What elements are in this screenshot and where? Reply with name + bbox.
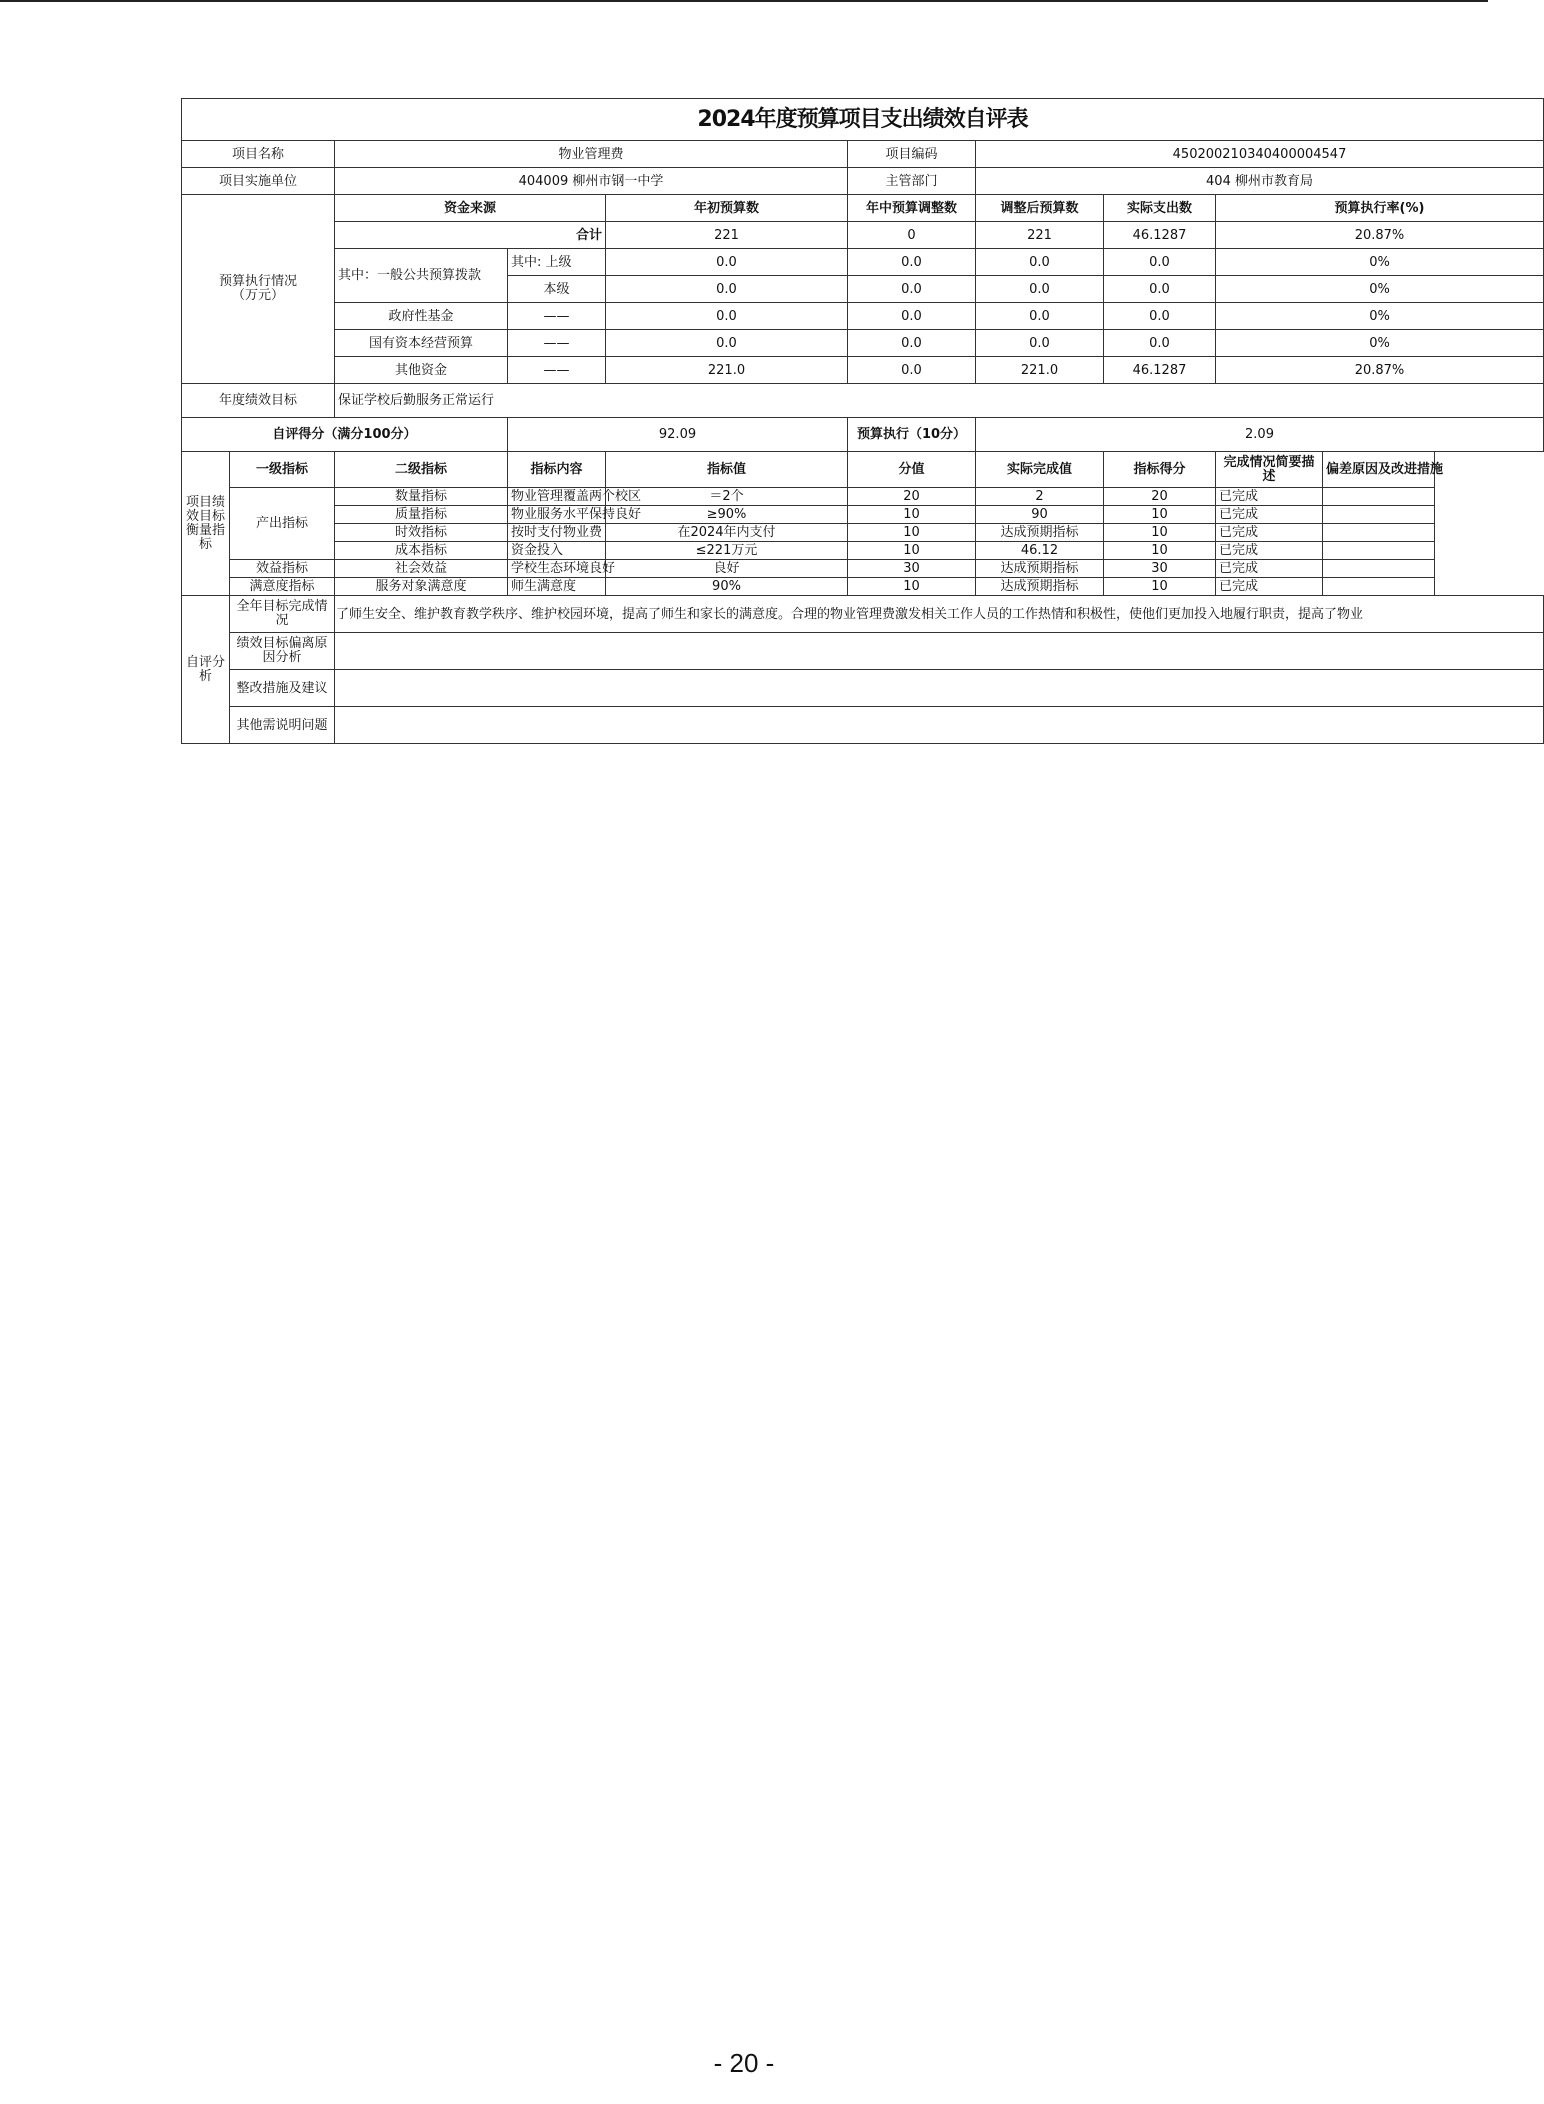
budget-section-label: 预算执行情况 （万元） <box>182 195 335 384</box>
indicators-section-label: 项目绩效目标衡量指标 <box>182 452 230 596</box>
budget-cell: 0.0 <box>848 249 976 276</box>
budget-cell: 0% <box>1216 276 1544 303</box>
indicator-cell <box>1323 560 1435 578</box>
budget-cell: 0.0 <box>606 276 848 303</box>
indicator-cell: 学校生态环境良好 <box>508 560 606 578</box>
project-code-label: 项目编码 <box>848 141 976 168</box>
indicator-cell: 达成预期指标 <box>976 524 1104 542</box>
indicator-cell: ≥90% <box>606 506 848 524</box>
indicator-header: 完成情况简要描述 <box>1216 452 1323 488</box>
budget-header: 年初预算数 <box>606 195 848 222</box>
self-eval-section-label: 自评分析 <box>182 596 230 744</box>
indicator-header: 实际完成值 <box>976 452 1104 488</box>
indicator-cell <box>1323 578 1435 596</box>
indicator-cell: 良好 <box>606 560 848 578</box>
output-indicator-label: 产出指标 <box>230 488 335 560</box>
gov-fund-label: 政府性基金 <box>335 303 508 330</box>
budget-header: 实际支出数 <box>1104 195 1216 222</box>
budget-cell: 0.0 <box>1104 303 1216 330</box>
indicator-cell <box>1323 506 1435 524</box>
indicator-cell: 按时支付物业费 <box>508 524 606 542</box>
budget-cell: 221 <box>976 222 1104 249</box>
budget-cell: 20.87% <box>1216 222 1544 249</box>
project-name: 物业管理费 <box>335 141 848 168</box>
budget-cell: 20.87% <box>1216 357 1544 384</box>
indicator-cell: 10 <box>1104 578 1216 596</box>
indicator-cell: 30 <box>1104 560 1216 578</box>
budget-cell: 0.0 <box>976 249 1104 276</box>
budget-cell: 221.0 <box>606 357 848 384</box>
local-label: 本级 <box>508 276 606 303</box>
budget-cell: 0.0 <box>606 303 848 330</box>
budget-exec-label: 预算执行（10分） <box>848 418 976 452</box>
dash-cell: —— <box>508 330 606 357</box>
indicator-cell: 10 <box>848 542 976 560</box>
annual-goal-value: 保证学校后勤服务正常运行 <box>335 384 1544 418</box>
budget-cell: 0.0 <box>606 249 848 276</box>
budget-cell: 0.0 <box>848 276 976 303</box>
indicator-cell: 2 <box>976 488 1104 506</box>
indicator-header: 分值 <box>848 452 976 488</box>
indicator-cell: 10 <box>1104 542 1216 560</box>
budget-cell: 221 <box>606 222 848 249</box>
indicator-cell: 10 <box>848 578 976 596</box>
indicator-cell: ＝2个 <box>606 488 848 506</box>
unit-value: 404009 柳州市钢一中学 <box>335 168 848 195</box>
indicator-cell: 20 <box>848 488 976 506</box>
indicator-header: 指标内容 <box>508 452 606 488</box>
budget-cell: 0.0 <box>976 330 1104 357</box>
table-title: 2024年度预算项目支出绩效自评表 <box>182 99 1544 141</box>
deviation-label: 绩效目标偏离原因分析 <box>230 633 335 670</box>
indicator-cell: 师生满意度 <box>508 578 606 596</box>
self-score-value: 92.09 <box>508 418 848 452</box>
state-capital-label: 国有资本经营预算 <box>335 330 508 357</box>
budget-cell: 0% <box>1216 303 1544 330</box>
indicator-cell: 10 <box>1104 506 1216 524</box>
budget-cell: 221.0 <box>976 357 1104 384</box>
indicator-cell: 在2024年内支付 <box>606 524 848 542</box>
rectify-label: 整改措施及建议 <box>230 670 335 707</box>
budget-cell: 46.1287 <box>1104 357 1216 384</box>
indicator-header: 指标得分 <box>1104 452 1216 488</box>
budget-exec-value: 2.09 <box>976 418 1544 452</box>
dept-value: 404 柳州市教育局 <box>976 168 1544 195</box>
indicator-header: 一级指标 <box>230 452 335 488</box>
budget-cell: 0% <box>1216 249 1544 276</box>
indicator-cell: 已完成 <box>1216 506 1323 524</box>
indicator-cell: 已完成 <box>1216 524 1323 542</box>
indicator-header: 指标值 <box>606 452 848 488</box>
self-score-label: 自评得分（满分100分） <box>182 418 508 452</box>
indicator-cell: 30 <box>848 560 976 578</box>
indicator-cell: ≤221万元 <box>606 542 848 560</box>
indicator-cell: 成本指标 <box>335 542 508 560</box>
completion-label: 全年目标完成情况 <box>230 596 335 633</box>
budget-cell: 0.0 <box>848 357 976 384</box>
indicator-cell: 90% <box>606 578 848 596</box>
indicator-cell: 10 <box>848 524 976 542</box>
deviation-text <box>335 633 1544 670</box>
indicator-cell: 20 <box>1104 488 1216 506</box>
indicator-cell: 已完成 <box>1216 578 1323 596</box>
budget-cell: 0.0 <box>976 303 1104 330</box>
total-label: 合计 <box>335 222 606 249</box>
indicator-cell: 社会效益 <box>335 560 508 578</box>
budget-header: 年中预算调整数 <box>848 195 976 222</box>
project-code: 450200210340400004547 <box>976 141 1544 168</box>
indicator-header: 偏差原因及改进措施 <box>1323 452 1435 488</box>
indicator-cell: 物业服务水平保持良好 <box>508 506 606 524</box>
indicator-cell: 物业管理覆盖两个校区 <box>508 488 606 506</box>
budget-cell: 0.0 <box>848 303 976 330</box>
indicator-cell: 达成预期指标 <box>976 578 1104 596</box>
annual-goal-label: 年度绩效目标 <box>182 384 335 418</box>
unit-label: 项目实施单位 <box>182 168 335 195</box>
budget-cell: 0.0 <box>1104 249 1216 276</box>
upper-label: 其中: 上级 <box>508 249 606 276</box>
budget-header: 预算执行率(%) <box>1216 195 1544 222</box>
indicator-cell <box>1323 542 1435 560</box>
self-evaluation-table <box>181 98 1544 744</box>
budget-cell: 0 <box>848 222 976 249</box>
satisfaction-indicator-label: 满意度指标 <box>230 578 335 596</box>
rectify-text <box>335 670 1544 707</box>
indicator-header: 二级指标 <box>335 452 508 488</box>
budget-cell: 0.0 <box>976 276 1104 303</box>
budget-cell: 0.0 <box>1104 276 1216 303</box>
budget-cell: 0.0 <box>1104 330 1216 357</box>
dash-cell: —— <box>508 357 606 384</box>
indicator-cell <box>1323 488 1435 506</box>
budget-header: 资金来源 <box>335 195 606 222</box>
page-top-border <box>0 0 1488 2</box>
completion-text: 了师生安全、维护教育教学秩序、维护校园环境，提高了师生和家长的满意度。合理的物业管理费激发相关工作人员的工作热情和积极性，使他们更加投入地履行职责，提高了物业 <box>335 596 1544 633</box>
indicator-cell: 10 <box>848 506 976 524</box>
budget-cell: 0.0 <box>848 330 976 357</box>
indicator-cell: 服务对象满意度 <box>335 578 508 596</box>
indicator-cell: 数量指标 <box>335 488 508 506</box>
indicator-cell: 时效指标 <box>335 524 508 542</box>
other-fund-label: 其他资金 <box>335 357 508 384</box>
budget-cell: 0.0 <box>606 330 848 357</box>
general-budget-label: 其中：一般公共预算拨款 <box>335 249 508 303</box>
indicator-cell: 46.12 <box>976 542 1104 560</box>
benefit-indicator-label: 效益指标 <box>230 560 335 578</box>
indicator-cell: 达成预期指标 <box>976 560 1104 578</box>
dash-cell: —— <box>508 303 606 330</box>
dept-label: 主管部门 <box>848 168 976 195</box>
other-issues-text <box>335 707 1544 744</box>
budget-header: 调整后预算数 <box>976 195 1104 222</box>
indicator-cell <box>1323 524 1435 542</box>
indicator-cell: 已完成 <box>1216 488 1323 506</box>
budget-cell: 46.1287 <box>1104 222 1216 249</box>
indicator-cell: 资金投入 <box>508 542 606 560</box>
other-issues-label: 其他需说明问题 <box>230 707 335 744</box>
indicator-cell: 已完成 <box>1216 560 1323 578</box>
indicator-cell: 质量指标 <box>335 506 508 524</box>
budget-cell: 0% <box>1216 330 1544 357</box>
page-number: - 20 - <box>713 2048 775 2078</box>
project-name-label: 项目名称 <box>182 141 335 168</box>
indicator-cell: 已完成 <box>1216 542 1323 560</box>
indicator-cell: 90 <box>976 506 1104 524</box>
indicator-cell: 10 <box>1104 524 1216 542</box>
